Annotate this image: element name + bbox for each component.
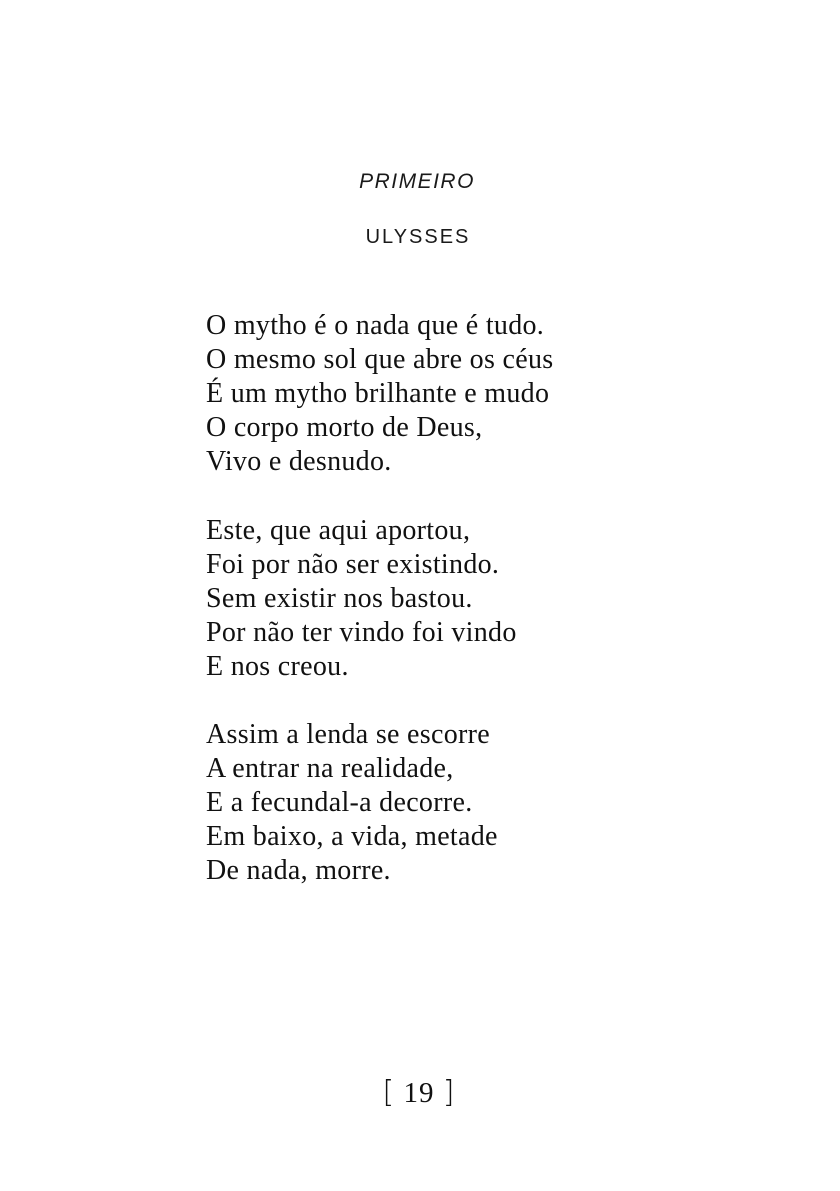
poem-line: Sem existir nos bastou. <box>206 582 473 614</box>
poem-line: É um mytho brilhante e mudo <box>206 378 550 409</box>
left-bracket: [ <box>382 1075 396 1110</box>
page-number <box>0 1075 838 1110</box>
poem-line: De nada, morre. <box>206 855 391 886</box>
right-bracket: ] <box>442 1075 456 1110</box>
poem-line: Em baixo, a vida, metade <box>206 821 498 852</box>
poem-line: Vivo e desnudo. <box>206 446 392 477</box>
poem-body <box>206 309 766 923</box>
poem-line: E nos creou. <box>206 650 349 682</box>
poem-line: O mytho é o nada que é tudo. <box>206 310 545 341</box>
poem-line: Este, que aqui aportou, <box>206 514 471 546</box>
poem-line: Assim a lenda se escorre <box>206 719 490 750</box>
poem-line: A entrar na realidade, <box>206 753 454 784</box>
stanza <box>206 718 766 888</box>
poem-title: ULYSSES <box>365 226 471 248</box>
poem-line: Por não ter vindo foi vindo <box>206 616 517 648</box>
page-number-value: 19 <box>403 1077 435 1109</box>
poem-line: Foi por não ser existindo. <box>206 548 500 580</box>
section-label: PRIMEIRO <box>359 170 475 193</box>
poem-line: E a fecundal-a decorre. <box>206 787 473 818</box>
stanza <box>206 514 766 684</box>
poem-line: O corpo morto de Deus, <box>206 412 483 443</box>
stanza <box>206 309 766 479</box>
poem-line: O mesmo sol que abre os céus <box>206 344 554 375</box>
